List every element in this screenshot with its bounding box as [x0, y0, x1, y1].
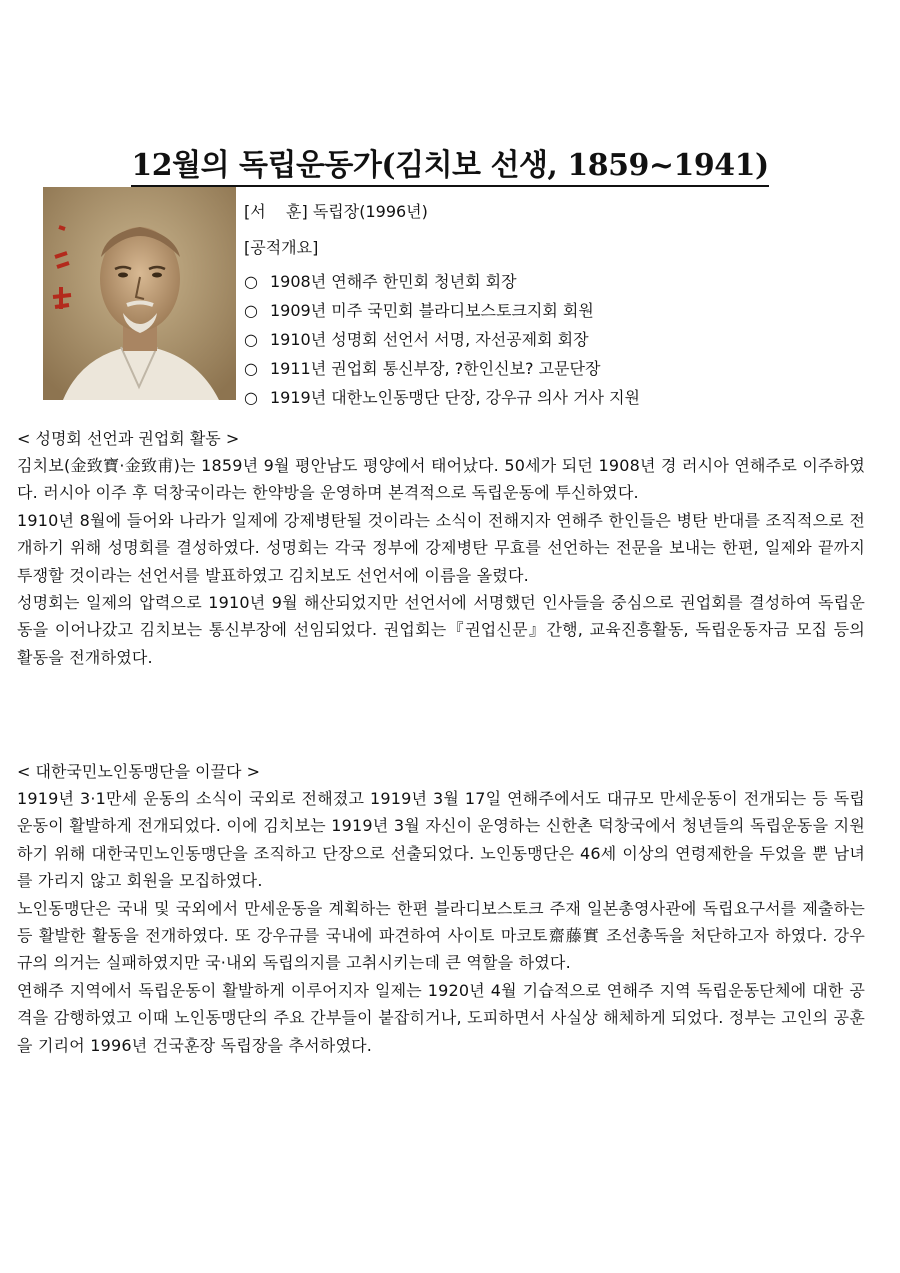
list-item: ○ 1909년 미주 국민회 블라디보스토크지회 회원 — [244, 296, 640, 325]
section-heading: < 대한국민노인동맹단을 이끌다 > — [17, 762, 260, 781]
paragraph: 김치보(金致寶·金致甫)는 1859년 9월 평안남도 평양에서 태어났다. 50세가 되던 1908년 경 러시아 연해주로 이주하였다. 러시아 이주 후 덕창국이라는 한약방을 운영하며 본격적으로 독립운동에 투신하였다. — [17, 456, 865, 503]
award-label: [서 훈] — [244, 202, 308, 221]
paragraph: 1910년 8월에 들어와 나라가 일제에 강제병탄될 것이라는 소식이 전해지자 연해주 한인들은 병탄 반대를 조직적으로 전개하기 위해 성명회를 결성하였다. 성명회는 각국 정부에 강제병탄 무효를 선언하는 전문을 보내는 한편, 일제와 끝까지 투쟁할 것이라는 선언서를 발표하였고 김치보도 선언서에 이름을 올렸다. — [17, 510, 865, 585]
circle-bullet-icon: ○ — [244, 301, 258, 320]
circle-bullet-icon: ○ — [244, 272, 258, 291]
award-line — [244, 200, 428, 224]
achievement-list — [244, 267, 640, 412]
section-heading: < 성명회 선언과 권업회 활동 > — [17, 429, 240, 448]
portrait-photo — [43, 187, 236, 400]
paragraph: 성명회는 일제의 압력으로 1910년 9월 해산되었지만 선언서에 서명했던 인사들을 중심으로 권업회를 결성하여 독립운동을 이어나갔고 김치보는 통신부장에 선임되었다. 권업회는『권업신문』간행, 교육진흥활동, 독립운동자금 모집 등의 활동을 전개하였다. — [17, 593, 865, 667]
section-elders-league — [17, 759, 865, 1059]
section-activities — [17, 426, 865, 671]
list-item: ○ 1911년 권업회 통신부장, ?한인신보? 고문단장 — [244, 354, 640, 383]
paragraph: 연해주 지역에서 독립운동이 활발하게 이루어지자 일제는 1920년 4월 기습적으로 연해주 지역 독립운동단체에 대한 공격을 감행하였고 이때 노인동맹단의 주요 간부들이 붙잡히거나, 도피하면서 사실상 해체하게 되었다. 정부는 고인의 공훈을 기리어 1996년 건국훈장 독립장을 추서하였다. — [17, 980, 865, 1055]
list-item: ○ 1919년 대한노인동맹단 단장, 강우규 의사 거사 지원 — [244, 383, 640, 412]
list-item: ○ 1908년 연해주 한민회 청년회 회장 — [244, 267, 640, 296]
circle-bullet-icon: ○ — [244, 359, 258, 378]
award-value: 독립장(1996년) — [312, 202, 428, 221]
page-title: 12월의 독립운동가(김치보 선생, 1859~1941) — [0, 140, 900, 184]
paragraph: 1919년 3·1만세 운동의 소식이 국외로 전해졌고 1919년 3월 17일 연해주에서도 대규모 만세운동이 전개되는 등 독립운동이 활발하게 전개되었다. 이에 김치보는 1919년 3월 자신이 운영하는 신한촌 덕창국에서 청년들의 독립운동을 지원하기 위해 대한국민노인동맹단을 조직하고 단장으로 선출되었다. 노인동맹단은 46세 이상의 연령제한을 두었을 뿐 남녀를 가리지 않고 회원을 모집하였다. — [17, 789, 865, 891]
summary-heading: [공적개요] — [244, 238, 319, 257]
list-item: ○ 1910년 성명회 선언서 서명, 자선공제회 회장 — [244, 325, 640, 354]
circle-bullet-icon: ○ — [244, 330, 258, 349]
circle-bullet-icon: ○ — [244, 388, 258, 407]
paragraph: 노인동맹단은 국내 및 국외에서 만세운동을 계획하는 한편 블라디보스토크 주재 일본총영사관에 독립요구서를 제출하는 등 활발한 활동을 전개하였다. 또 강우규를 국내에 파견하여 사이토 마코토齋藤實 조선총독을 처단하고자 하였다. 강우규의 의거는 실패하였지만 국·내외 독립의지를 고취시키는데 큰 역할을 하였다. — [17, 898, 865, 973]
